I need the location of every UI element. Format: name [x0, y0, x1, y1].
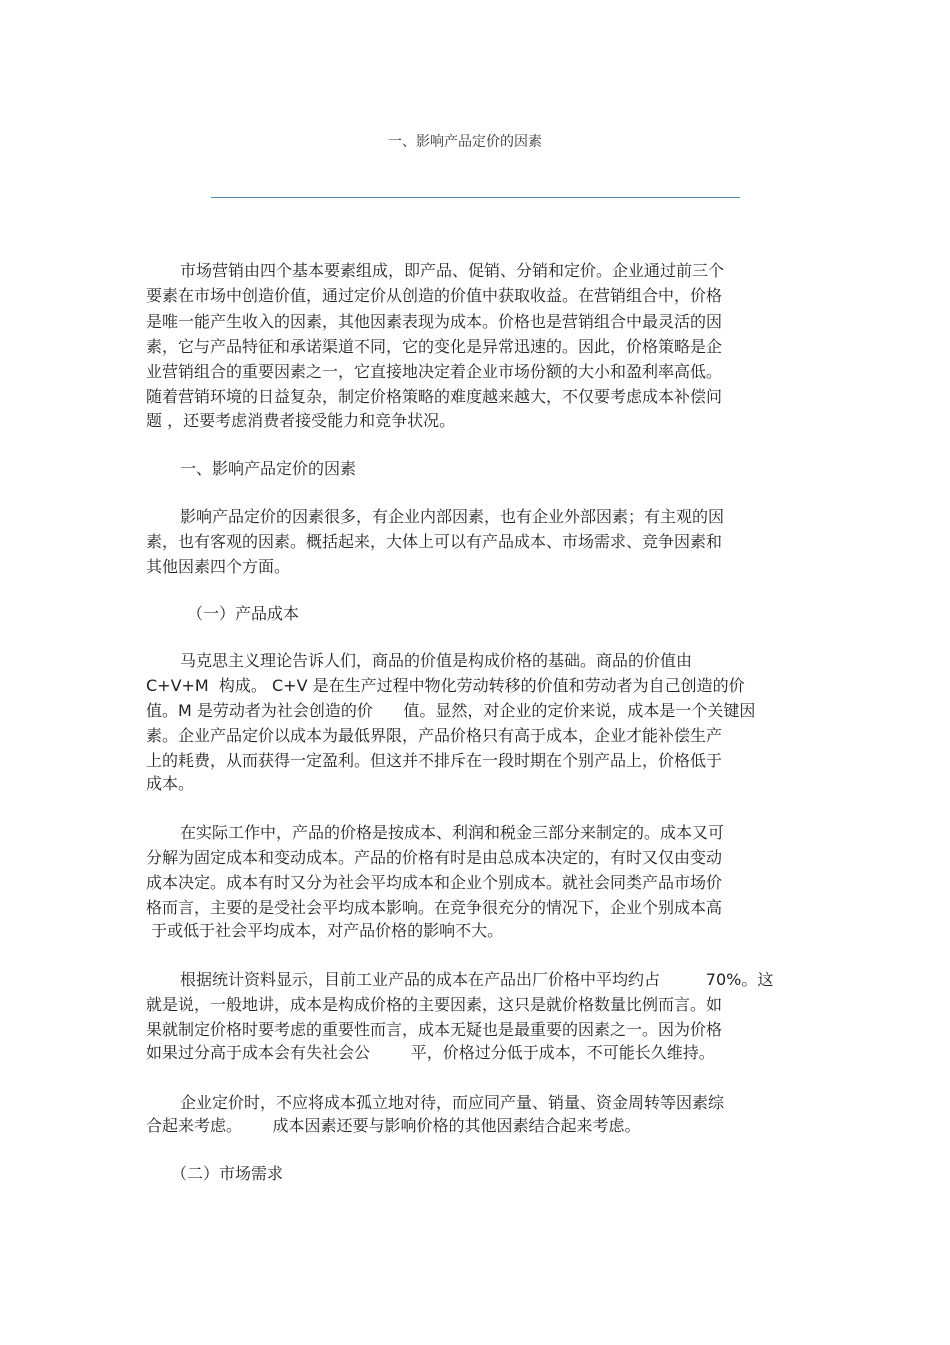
paragraph-line: 果就制定价格时要考虑的重要性而言，成本无疑也是最重要的因素之一。因为价格	[146, 1020, 723, 1039]
paragraph-line: 在实际工作中，产品的价格是按成本、利润和税金三部分来制定的。成本又可	[180, 823, 725, 842]
paragraph-line: 企业定价时，不应将成本孤立地对待，而应同产量、销量、资金周转等因素综	[180, 1093, 725, 1112]
paragraph-line: 随着营销环境的日益复杂，制定价格策略的难度越来越大，不仅要考虑成本补偿问	[146, 387, 723, 406]
paragraph-line: 马克思主义理论告诉人们，商品的价值是构成价格的基础。商品的价值由	[180, 651, 693, 670]
paragraph-line: 就是说，一般地讲，成本是构成价格的主要因素，这只是就价格数量比例而言。如	[146, 995, 723, 1014]
paragraph-line: 如果过分高于成本会有失社会公 平，价格过分低于成本，不可能长久维持。	[146, 1043, 715, 1062]
paragraph-line: 根据统计资料显示，目前工业产品的成本在产品出厂价格中平均约占 70%。这	[180, 970, 774, 989]
paragraph-line: 于或低于社会平均成本，对产品价格的影响不大。	[146, 921, 504, 940]
paragraph-line: 成本。	[146, 774, 195, 793]
paragraph-line: 要素在市场中创造价值，通过定价从创造的价值中获取收益。在营销组合中，价格	[146, 286, 723, 305]
paragraph-line: 是唯一能产生收入的因素，其他因素表现为成本。价格也是营销组合中最灵活的因	[146, 312, 723, 331]
section-heading: 一、影响产品定价的因素	[180, 459, 357, 478]
paragraph-line: 素，它与产品特征和承诺渠道不同，它的变化是异常迅速的。因此，价格策略是企	[146, 337, 723, 356]
paragraph-line: 格而言，主要的是受社会平均成本影响。在竞争很充分的情况下，企业个别成本高	[146, 898, 723, 917]
paragraph-line: 分解为固定成本和变动成本。产品的价格有时是由总成本决定的，有时又仅由变动	[146, 848, 723, 867]
paragraph-line: 成本决定。成本有时又分为社会平均成本和企业个别成本。就社会同类产品市场价	[146, 873, 723, 892]
paragraph-line: 其他因素四个方面。	[146, 557, 291, 576]
paragraph-line: 影响产品定价的因素很多，有企业内部因素，也有企业外部因素；有主观的因	[180, 507, 725, 526]
paragraph-line: 上的耗费，从而获得一定盈利。但这并不排斥在一段时期在个别产品上，价格低于	[146, 751, 723, 770]
paragraph-line: 素。企业产品定价以成本为最低界限，产品价格只有高于成本，企业才能补偿生产	[146, 726, 723, 745]
paragraph-line: 合起来考虑。 成本因素还要与影响价格的其他因素结合起来考虑。	[146, 1116, 641, 1135]
paragraph-line: 值。M 是劳动者为社会创造的价 值。显然，对企业的定价来说，成本是一个关键因	[146, 701, 756, 720]
title-divider	[211, 197, 740, 198]
paragraph-line: 市场营销由四个基本要素组成，即产品、促销、分销和定价。企业通过前三个	[180, 261, 725, 280]
paragraph-line: 题 ，还要考虑消费者接受能力和竞争状况。	[146, 411, 456, 430]
subsection-heading: （二）市场需求	[171, 1164, 284, 1183]
subsection-heading: （一）产品成本	[187, 604, 300, 623]
page-title: 一、影响产品定价的因素	[388, 134, 542, 150]
paragraph-line: C+V+M 构成。 C+V 是在生产过程中物化劳动转移的价值和劳动者为自己创造的价	[146, 676, 745, 695]
paragraph-line: 业营销组合的重要因素之一，它直接地决定着企业市场份额的大小和盈利率高低。	[146, 362, 723, 381]
paragraph-line: 素，也有客观的因素。概括起来，大体上可以有产品成本、市场需求、竞争因素和	[146, 532, 723, 551]
